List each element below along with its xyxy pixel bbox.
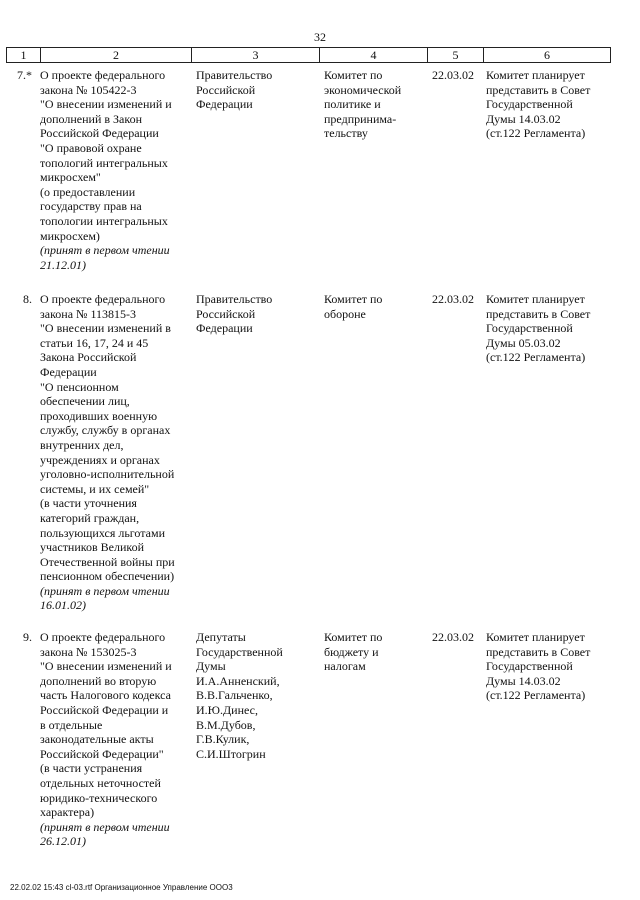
date: 22.03.02 <box>432 292 474 306</box>
committee: Комитет по обороне <box>324 292 383 321</box>
initiator: Правительство Российской Федерации <box>196 292 273 336</box>
initiator: Депутаты Государственной Думы И.А.Анненский, В.В.Гальченко, И.Ю.Динес, В.М.Дубов, Г.В.Кулик, С.И.Штогрин <box>196 630 283 761</box>
bill-title: О проекте федерального закона № 113815-3 "О внесении изменений в статьи 16, 17, 24 и 45 Закона Российской Федерации "О пенсионном обеспечении лиц, проходивших военную службу, службу в органах внутренних дел, учреждениях и органах уголовно-исполнительной системы, и их семей" (в части уточнения категорий граждан, пользующихся льготами участников Великой Отечественной войны при пенсионном обеспечении) (принят в первом чтении 16.01.02) <box>40 292 188 613</box>
column-header: 4 <box>320 48 428 63</box>
column-header: 1 <box>7 48 41 63</box>
column-header-row <box>6 47 611 63</box>
note: Комитет планирует представить в Совет Государственной Думы 14.03.02 (ст.122 Регламента) <box>486 68 591 141</box>
row-number: 8. <box>23 292 32 306</box>
date: 22.03.02 <box>432 68 474 82</box>
page-number: 32 <box>314 30 326 44</box>
column-header: 5 <box>428 48 484 63</box>
reading-status: 26.12.01) <box>40 834 86 849</box>
committee: Комитет по экономической политике и предпринима- тельству <box>324 68 402 141</box>
note: Комитет планирует представить в Совет Государственной Думы 14.03.02 (ст.122 Регламента) <box>486 630 591 703</box>
reading-status: (принят в первом чтении <box>40 819 170 834</box>
column-header: 6 <box>484 48 611 63</box>
bill-title: О проекте федерального закона № 153025-3 "О внесении изменений и дополнений во вторую часть Налогового кодекса Российской Федерации и в отдельные законодательные акты Российской Федерации" (в части устранения отдельных неточностей юридико-технического характера) (принят в первом чтении 26.12.01) <box>40 630 188 849</box>
date: 22.03.02 <box>432 630 474 644</box>
initiator: Правительство Российской Федерации <box>196 68 273 112</box>
reading-status: (принят в первом чтении <box>40 583 170 598</box>
note: Комитет планирует представить в Совет Государственной Думы 05.03.02 (ст.122 Регламента) <box>486 292 591 365</box>
reading-status: 16.01.02) <box>40 598 86 613</box>
column-header: 2 <box>41 48 192 63</box>
column-header: 3 <box>192 48 320 63</box>
bill-title: О проекте федерального закона № 105422-3 "О внесении изменений и дополнений в Закон Российской Федерации "О правовой охране топологий интегральных микросхем" (о предоставлении государству прав на топологии интегральных микросхем) (принят в первом чтении 21.12.01) <box>40 68 188 272</box>
reading-status: 21.12.01) <box>40 257 86 272</box>
committee: Комитет по бюджету и налогам <box>324 630 383 674</box>
row-number: 9. <box>23 630 32 644</box>
footer: 22.02.02 15:43 cl-03.rtf Организационное Управление ООО3 <box>10 883 233 892</box>
reading-status: (принят в первом чтении <box>40 243 170 258</box>
row-number: 7.* <box>17 68 32 82</box>
